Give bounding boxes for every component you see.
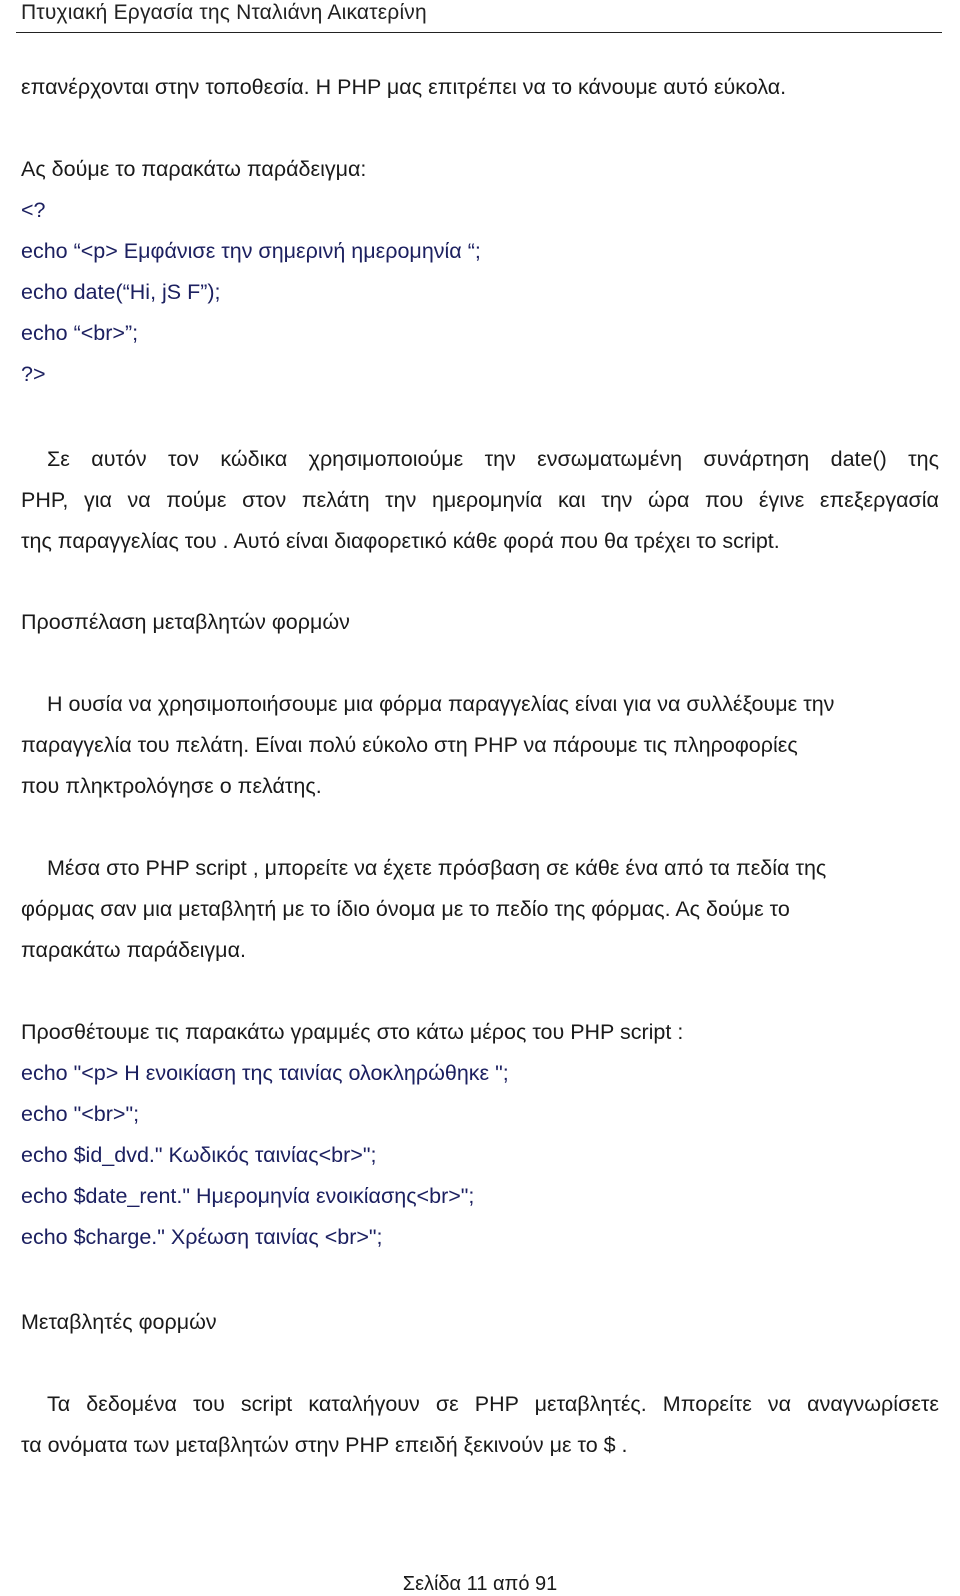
code-line: echo $charge." Χρέωση ταινίας <br>"; [21, 1225, 383, 1249]
paragraph-line: επανέρχονται στην τοποθεσία. Η PHP μας επιτρέπει να το κάνουμε αυτό εύκολα. [21, 75, 787, 99]
code-line: <? [21, 198, 46, 222]
section-heading: Μεταβλητές φορμών [21, 1310, 217, 1334]
paragraph-line: παρακάτω παράδειγμα. [21, 938, 246, 962]
code-line: ?> [21, 362, 46, 386]
paragraph-line: Προσθέτουμε τις παρακάτω γραμμές στο κάτω μέρος του PHP script : [21, 1020, 684, 1044]
code-line: echo “<p> Εμφάνισε την σημερινή ημερομηνία “; [21, 239, 481, 263]
page-header-title: Πτυχιακή Εργασία της Νταλιάνη Αικατερίνη [21, 1, 427, 24]
example-intro: Ας δούμε το παρακάτω παράδειγμα: [21, 157, 367, 181]
paragraph-line: PHP, για να πούμε στον πελάτη την ημερομηνία και την ώρα που έγινε επεξεργασία [21, 488, 939, 512]
paragraph-line: παραγγελία του πελάτη. Είναι πολύ εύκολο στη PHP να πάρουμε τις πληροφορίες [21, 733, 798, 757]
paragraph-line: που πληκτρολόγησε ο πελάτης. [21, 774, 322, 798]
code-line: echo "<p> Η ενοικίαση της ταινίας ολοκληρώθηκε "; [21, 1061, 509, 1085]
code-line: echo $date_rent." Ημερομηνία ενοικίασης<br>"; [21, 1184, 475, 1208]
code-line: echo $id_dvd." Κωδικός ταινίας<br>"; [21, 1143, 377, 1167]
paragraph-line: Σε αυτόν τον κώδικα χρησιμοποιούμε την ενσωματωμένη συνάρτηση date() της [47, 447, 939, 471]
section-heading: Προσπέλαση μεταβλητών φορμών [21, 610, 350, 634]
page-number: Σελίδα 11 από 91 [402, 1573, 558, 1595]
code-line: echo “<br>”; [21, 321, 139, 345]
paragraph-line: Μέσα στο PHP script , μπορείτε να έχετε πρόσβαση σε κάθε ένα από τα πεδία της [47, 856, 827, 880]
code-line: echo "<br>"; [21, 1102, 140, 1126]
paragraph-line: τα ονόματα των μεταβλητών στην PHP επειδή ξεκινούν με το $ . [21, 1433, 628, 1457]
paragraph-line: Τα δεδομένα του script καταλήγουν σε PHP μεταβλητές. Μπορείτε να αναγνωρίσετε [47, 1392, 939, 1416]
paragraph-line: της παραγγελίας του . Αυτό είναι διαφορετικό κάθε φορά που θα τρέχει το script. [21, 529, 780, 553]
header-divider [16, 32, 942, 33]
paragraph-line: φόρμας σαν μια μεταβλητή με το ίδιο όνομα με το πεδίο της φόρμας. Ας δούμε το [21, 897, 790, 921]
paragraph-line: Η ουσία να χρησιμοποιήσουμε μια φόρμα παραγγελίας είναι για να συλλέξουμε την [47, 692, 835, 716]
code-line: echo date(“Hi, jS F”); [21, 280, 221, 304]
